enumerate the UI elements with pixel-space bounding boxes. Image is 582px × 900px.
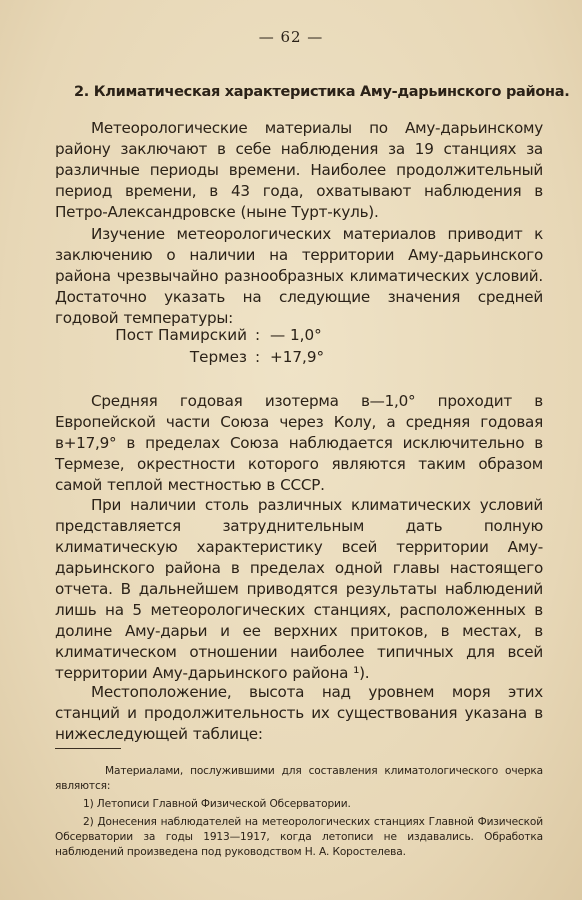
paragraph-1: Метеорологические материалы по Аму-дарьинскому району заключают в себе наблюдения за 19 станциях за различные периоды времени. Наиболее продолжительный период времени, в 43 года, охватывают наблюдения в Петро-Александровске (ныне Турт-куль).	[55, 119, 543, 221]
footnotes	[55, 764, 543, 860]
footnote-intro: Материалами, послужившими для составления климатологического очерка являются:	[55, 765, 543, 792]
page-number: — 62 —	[258, 28, 324, 46]
colon: :	[255, 326, 261, 344]
paragraph-5: Местоположение, высота над уровнем моря этих станций и продолжительность их существования указана в нижеследующей таблице:	[55, 683, 543, 743]
paragraph-4: При наличии столь различных климатических условий представляется затруднительным дать полную климатическую характеристику всей территории Аму-дарьинского района в пределах одной главы настоящего отчета. В дальнейшем приводятся результаты наблюдений лишь на 5 метеорологических станциях, расположенных в долине Аму-дарьи и ее верхних притоков, в местах, в климатическом отношении наиболее типичных для всей территории Аму-дарьинского района ¹).	[55, 496, 543, 682]
temperature-row	[0, 324, 582, 346]
footnote-divider	[55, 748, 121, 749]
footnote-item: 2) Донесения наблюдателей на метеорологических станциях Главной Физической Обсерватории за годы 1913—1917, когда летописи не издавались. Обработка наблюдений произведена под руководством Н. А. Коростелева.	[55, 816, 543, 858]
station-name: Термез	[189, 348, 247, 366]
temperature-row	[0, 346, 582, 368]
section-heading: 2. Климатическая характеристика Аму-дарьинского района.	[74, 84, 570, 100]
temperature-value: — 1,0°	[270, 326, 322, 344]
paragraph-2: Изучение метеорологических материалов приводит к заключению о наличии на территории Аму-дарьинского района чрезвычайно разнообразных климатических условий. Достаточно указать на следующие значения средней годовой температуры:	[55, 225, 543, 327]
temperature-value: +17,9°	[270, 348, 325, 366]
temperature-list	[0, 324, 582, 368]
station-name: Пост Памирский	[115, 326, 247, 344]
paragraph-3: Средняя годовая изотерма в—1,0° проходит в Европейской части Союза через Колу, а средняя годовая в+17,9° в пределах Союза наблюдается исключительно в Термезе, окрестности которого являются таким образом самой теплой местностью в СССР.	[55, 392, 543, 494]
footnote-item: 1) Летописи Главной Физической Обсерватории.	[83, 798, 351, 810]
colon: :	[255, 348, 261, 366]
